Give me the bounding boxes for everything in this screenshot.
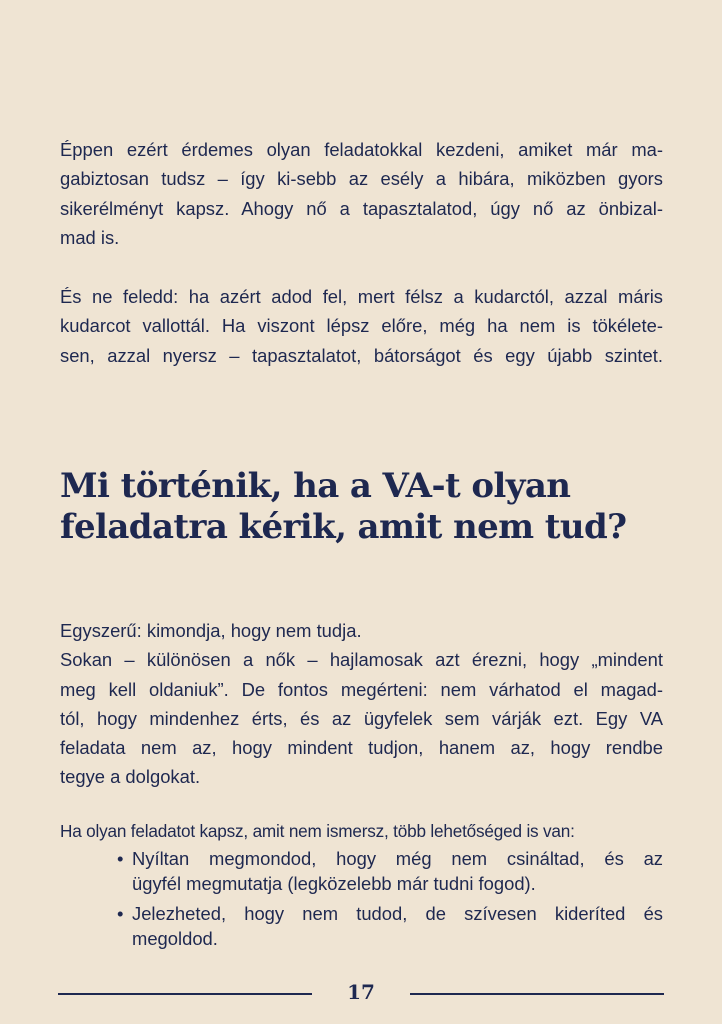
text-line: megoldod.: [132, 928, 218, 949]
text-line: És ne feledd: ha azért adod fel, mert félsz a kudarctól, azzal máris: [60, 286, 663, 307]
text-line: tól, hogy mindenhez érts, és az ügyfelek sem várják ezt. Egy VA: [60, 707, 663, 729]
paragraph-intro: [60, 135, 663, 252]
list-item: [117, 901, 663, 951]
text-line: gabiztosan tudsz – így ki-sebb az esély a hibára, miközben gyors: [60, 168, 663, 190]
text-line: tegye a dolgokat.: [60, 766, 201, 788]
options-list: [117, 846, 663, 956]
heading-line: Mi történik, ha a VA-t olyan: [60, 466, 571, 506]
paragraph-dont-forget: [60, 282, 663, 370]
footer-rule-right: [410, 993, 664, 995]
bullet-icon: •: [117, 848, 124, 869]
text-line: Egyszerű: kimondja, hogy nem tudja.: [60, 620, 362, 641]
text-line: Jelezheted, hogy nem tudod, de szívesen kideríted és: [132, 903, 663, 924]
text-line: kudarcot vallottál. Ha viszont lépsz előre, még ha nem is tökélete-: [60, 315, 663, 337]
text-line: Sokan – különösen a nők – hajlamosak azt érezni, hogy „mindent: [60, 649, 663, 671]
text-line: meg kell oldaniuk”. De fontos megérteni: nem várhatod el magad-: [60, 678, 663, 700]
paragraph-answer: [60, 616, 663, 792]
bullet-icon: •: [117, 903, 124, 924]
text-line: Ha olyan feladatot kapsz, amit nem ismersz, több lehetőséged is van:: [60, 821, 575, 841]
page-number: 17: [347, 980, 375, 1004]
document-page: [60, 0, 663, 1024]
paragraph-options-intro: [60, 818, 663, 844]
text-line: ügyfél megmutatja (legközelebb már tudni fogod).: [132, 873, 536, 894]
heading-line: feladatra kérik, amit nem tud?: [60, 507, 627, 547]
text-line: sen, azzal nyersz – tapasztalatot, bátorságot és egy újabb szintet.: [60, 344, 663, 366]
text-line: feladata nem az, hogy mindent tudjon, hanem az, hogy rendbe: [60, 737, 663, 759]
text-line: sikerélményt kapsz. Ahogy nő a tapasztalatod, úgy nő az önbizal-: [60, 197, 663, 219]
footer-rule-left: [58, 993, 312, 995]
section-heading: [60, 466, 663, 548]
page-footer: [58, 977, 664, 1007]
list-item: [117, 846, 663, 896]
text-line: Nyíltan megmondod, hogy még nem csináltad, és az: [132, 848, 663, 869]
text-line: Éppen ezért érdemes olyan feladatokkal kezdeni, amiket már ma-: [60, 139, 663, 160]
text-line: mad is.: [60, 226, 120, 248]
